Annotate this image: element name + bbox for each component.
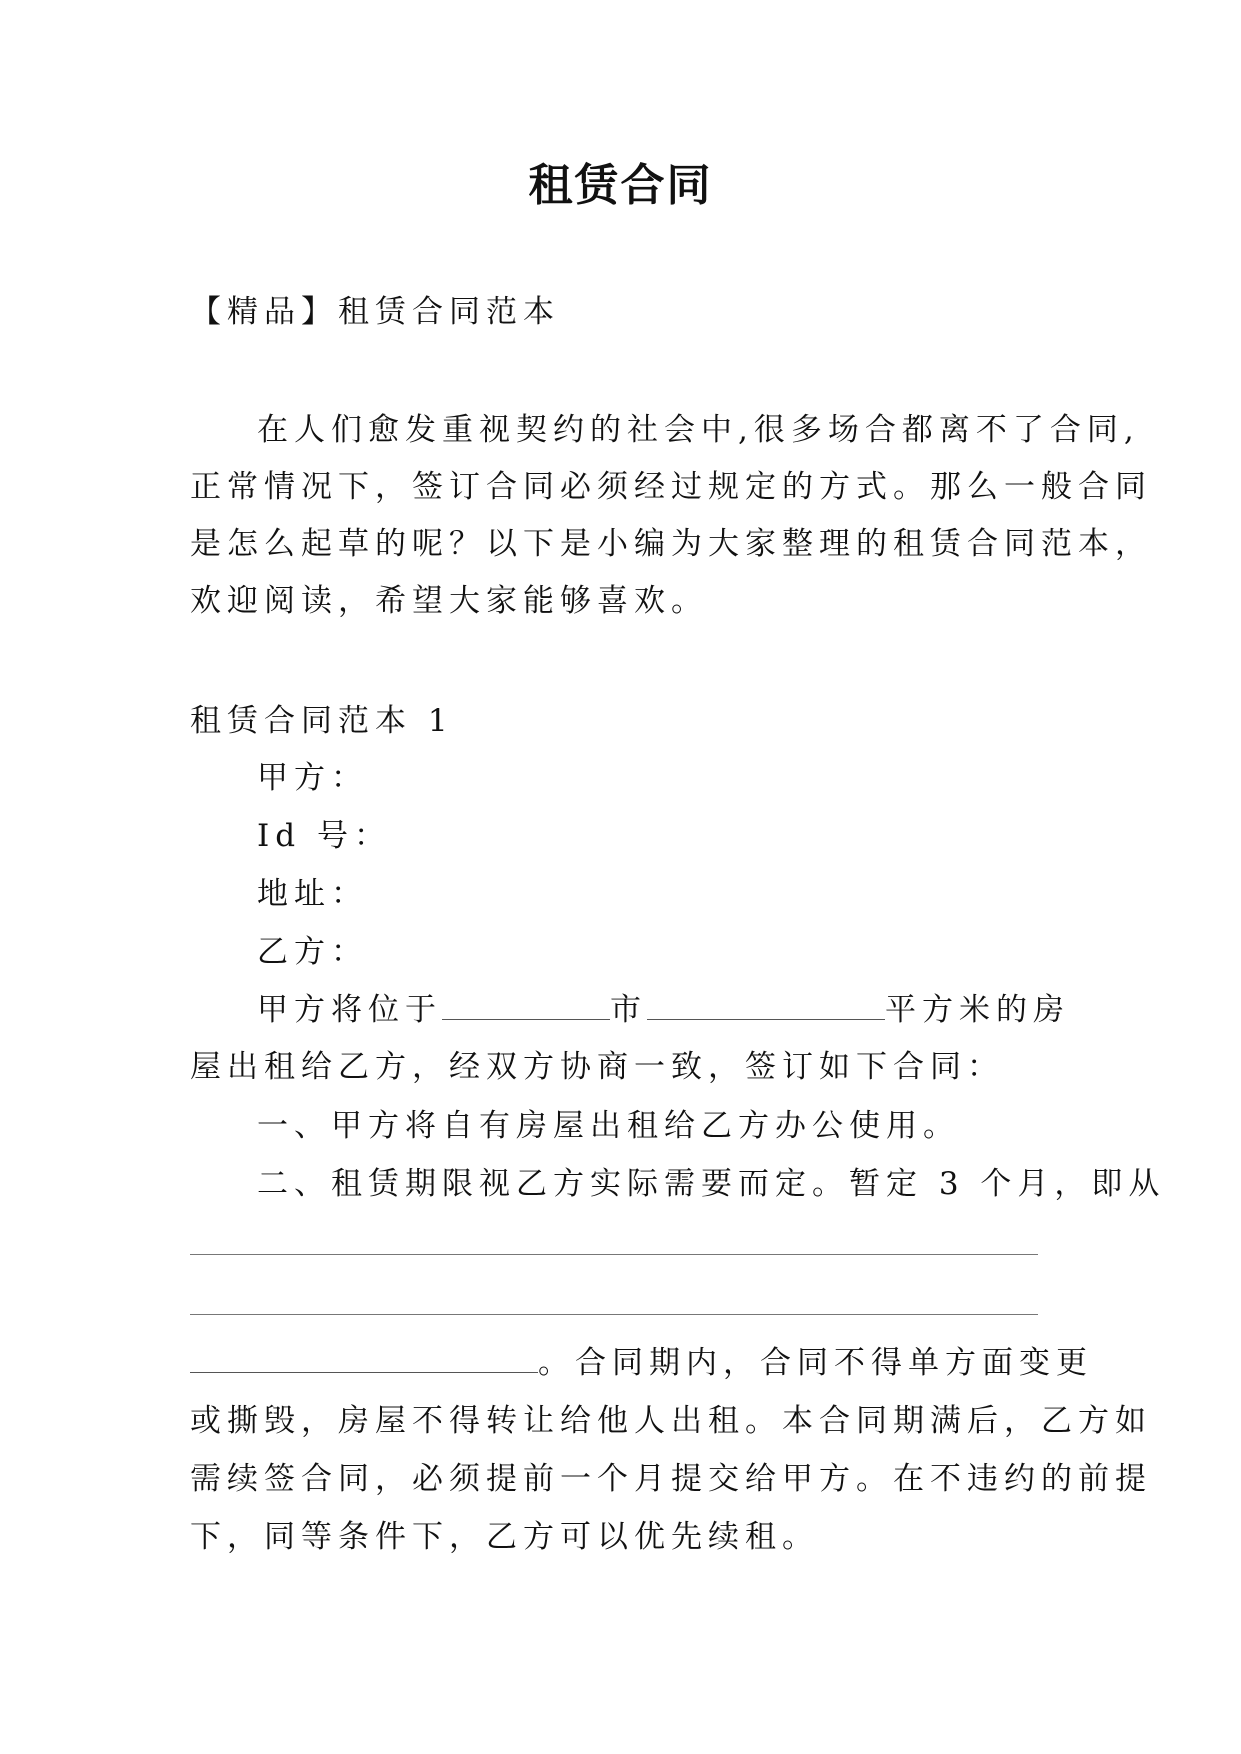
clause-2-line-6: 需续签合同，必须提前一个月提交给甲方。在不违约的前提: [190, 1461, 1152, 1497]
intro-line-3: 是怎么起草的呢？以下是小编为大家整理的租赁合同范本，: [190, 526, 1152, 562]
term-blank: [190, 1346, 538, 1373]
intro-line-1: 在人们愈发重视契约的社会中,很多场合都离不了合同,: [257, 412, 1140, 448]
clause-1: 一、甲方将自有房屋出租给乙方办公使用。: [257, 1108, 960, 1144]
field-party-b: 乙方：: [257, 934, 368, 970]
field-id-number: Id 号：: [257, 818, 391, 854]
blank-rule-2: [190, 1314, 1038, 1315]
document-title: 租赁合同: [528, 160, 713, 211]
clause-2-line-1: 二、租赁期限视乙方实际需要而定。暂定 3 个月，即从: [257, 1166, 1166, 1202]
section-heading: 租赁合同范本 1: [190, 703, 454, 739]
field-address: 地址：: [257, 876, 368, 912]
intro-line-4: 欢迎阅读，希望大家能够喜欢。: [190, 583, 708, 619]
field-party-a: 甲方：: [257, 760, 368, 796]
clause-location-part-2: 市: [610, 992, 647, 1028]
clause-location-line-1: [257, 990, 1070, 1030]
intro-line-2: 正常情况下，签订合同必须经过规定的方式。那么一般合同: [190, 469, 1152, 505]
clause-2-line-5: 或撕毁，房屋不得转让给他人出租。本合同期满后，乙方如: [190, 1403, 1152, 1439]
area-blank: [647, 993, 885, 1020]
clause-2-line-4-text: 。合同期内，合同不得单方面变更: [538, 1345, 1093, 1381]
clause-location-line-2: 屋出租给乙方，经双方协商一致，签订如下合同：: [190, 1049, 1004, 1085]
clause-location-part-1: 甲方将位于: [257, 992, 442, 1028]
blank-rule-1: [190, 1254, 1038, 1255]
clause-2-line-7: 下，同等条件下，乙方可以优先续租。: [190, 1519, 819, 1555]
document-subtitle: 【精品】租赁合同范本: [190, 294, 560, 330]
city-blank: [442, 993, 610, 1020]
clause-location-part-3: 平方米的房: [885, 992, 1070, 1028]
clause-2-line-4: [190, 1343, 1093, 1383]
